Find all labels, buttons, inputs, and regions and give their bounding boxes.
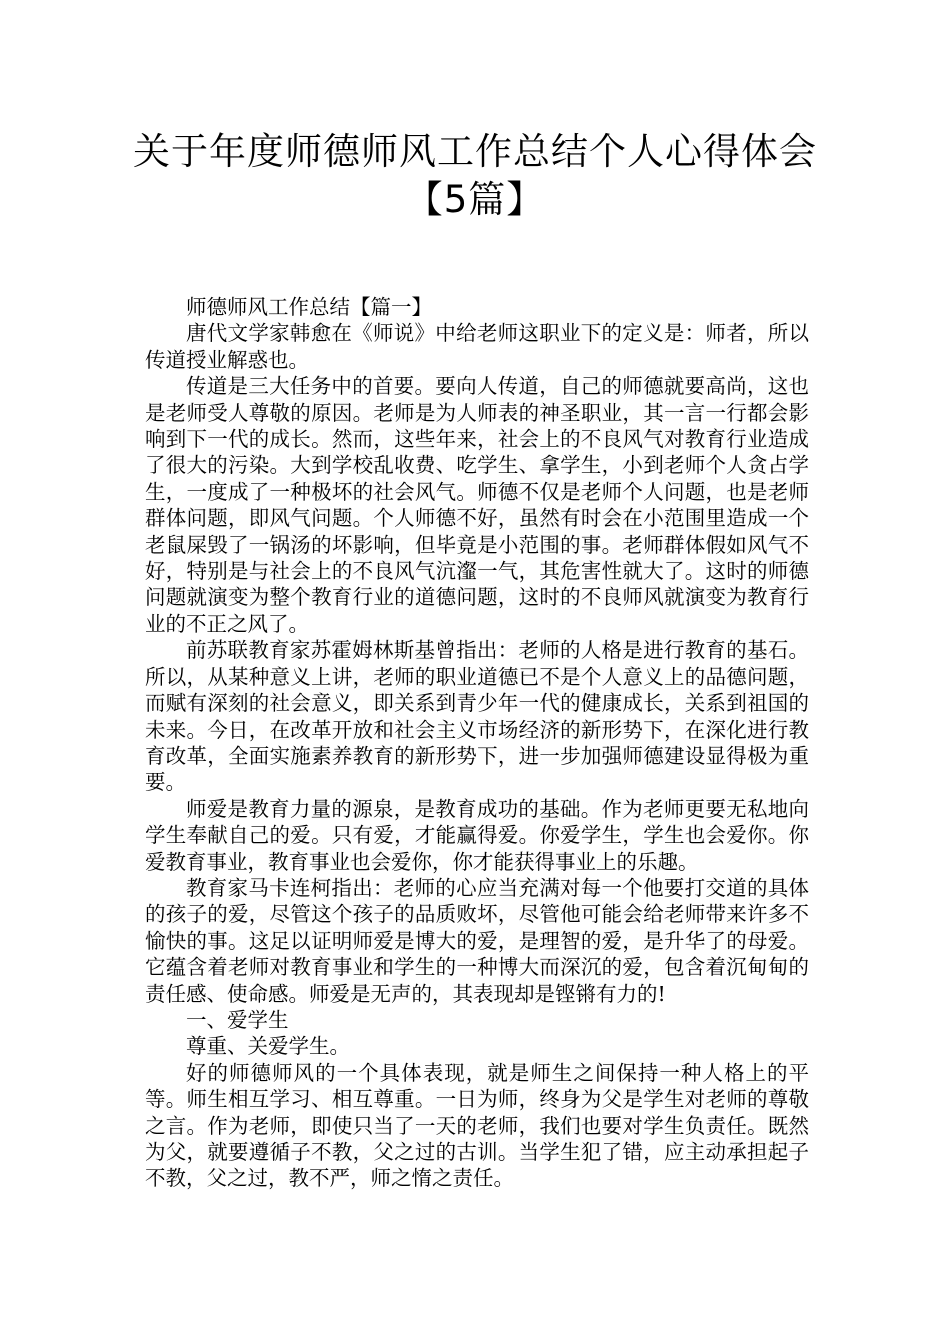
section-heading: 师德师风工作总结【篇一】 xyxy=(186,295,432,319)
document-body xyxy=(145,294,809,1192)
body-paragraph: 教育家马卡连柯指出：老师的心应当充满对每一个他要打交道的具体的孩子的爱，尽管这个孩子的品质败坏，尽管他可能会给老师带来许多不愉快的事。这足以证明师爱是博大的爱，是理智的爱，是升华了的母爱。它蕴含着老师对教育事业和学生的一种博大而深沉的爱，包含着沉甸甸的责任感、使命感。师爱是无声的，其表现却是铿锵有力的! xyxy=(145,875,809,1006)
body-paragraph: 好的师德师风的一个具体表现，就是师生之间保持一种人格上的平等。师生相互学习、相互尊重。一日为师，终身为父是学生对老师的尊敬之言。作为老师，即使只当了一天的老师，我们也要对学生负责任。既然为父，就要遵循子不教，父之过的古训。当学生犯了错，应主动承担起子不教，父之过，教不严，师之惰之责任。 xyxy=(145,1060,809,1191)
body-paragraph: 尊重、关爱学生。 xyxy=(186,1034,350,1059)
body-paragraph: 唐代文学家韩愈在《师说》中给老师这职业下的定义是：师者，所以传道授业解惑也。 xyxy=(145,321,809,372)
subsection-heading: 一、爱学生 xyxy=(186,1007,289,1032)
document-title: 关于年度师德师风工作总结个人心得体会【5篇】 xyxy=(133,130,817,221)
body-paragraph: 传道是三大任务中的首要。要向人传道，自己的师德就要高尚，这也是老师受人尊敬的原因。老师是为人师表的神圣职业，其一言一行都会影响到下一代的成长。然而，这些年来，社会上的不良风气对教育行业造成了很大的污染。大到学校乱收费、吃学生、拿学生，小到老师个人贪占学生，一度成了一种极坏的社会风气。师德不仅是老师个人问题，也是老师群体问题，即风气问题。个人师德不好，虽然有时会在小范围里造成一个老鼠屎毁了一锅汤的坏影响，但毕竟是小范围的事。老师群体假如风气不好，特别是与社会上的不良风气沆瀣一气，其危害性就大了。这时的师德问题就演变为整个教育行业的道德问题，这时的不良师风就演变为教育行业的不正之风了。 xyxy=(145,374,809,636)
body-paragraph: 师爱是教育力量的源泉，是教育成功的基础。作为老师更要无私地向学生奉献自己的爱。只有爱，才能赢得爱。你爱学生，学生也会爱你。你爱教育事业，教育事业也会爱你，你才能获得事业上的乐趣。 xyxy=(145,796,809,874)
body-paragraph: 前苏联教育家苏霍姆林斯基曾指出：老师的人格是进行教育的基石。所以，从某种意义上讲，老师的职业道德已不是个人意义上的品德问题，而赋有深刻的社会意义，即关系到青少年一代的健康成长，关系到祖国的未来。今日，在改革开放和社会主义市场经济的新形势下，在深化进行教育改革，全面实施素养教育的新形势下，进一步加强师德建设显得极为重要。 xyxy=(145,638,809,795)
